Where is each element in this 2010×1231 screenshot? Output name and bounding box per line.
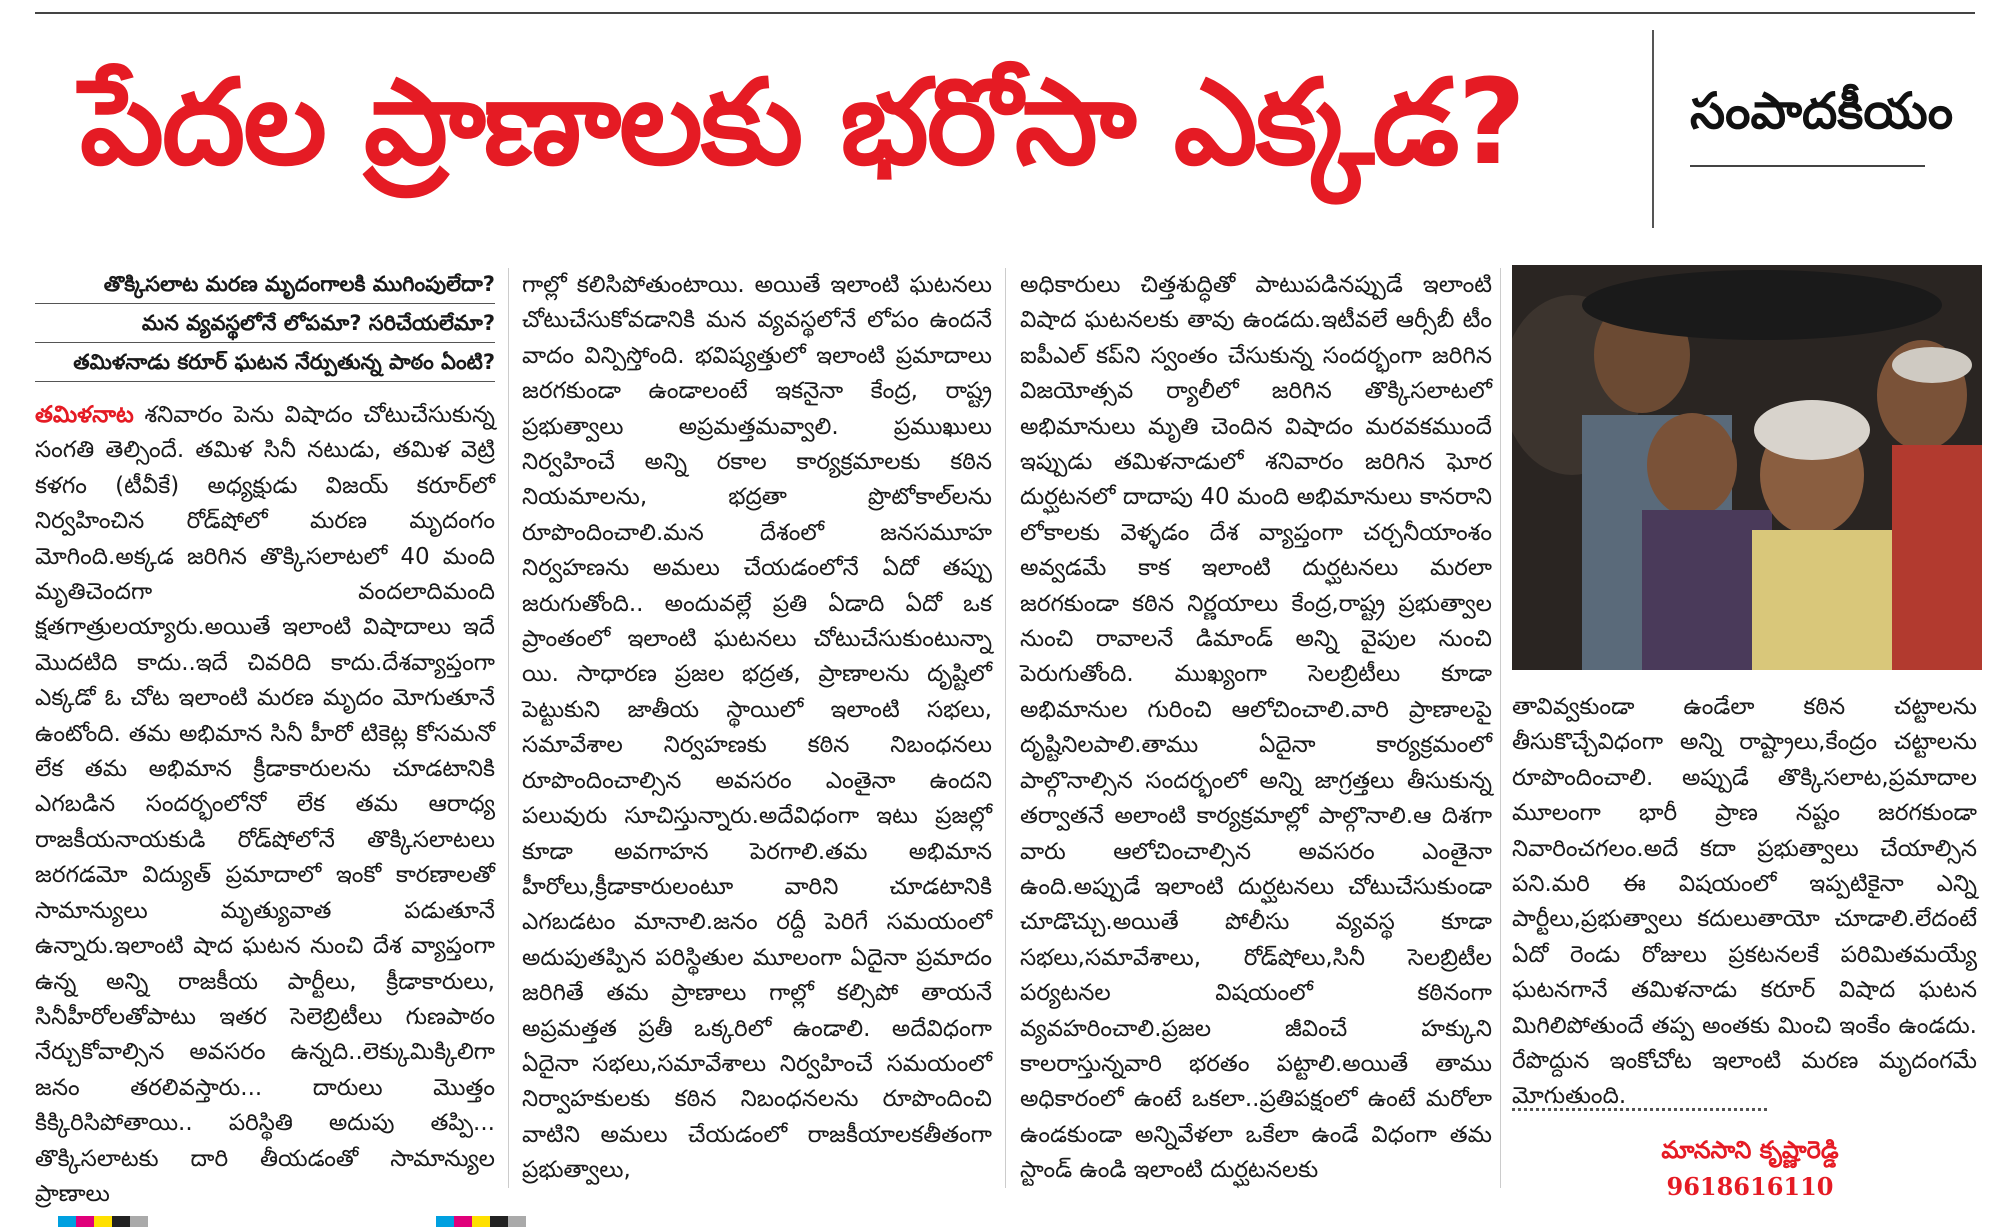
author-phone: 9618616110 [1666,1172,1834,1201]
column-divider [508,268,509,1188]
deck [35,268,495,382]
column-divider [1005,268,1006,1188]
author-name: మానసాని కృష్ణారెడ్డి [1661,1136,1839,1164]
byline-separator [1512,1108,1767,1111]
print-registration-bar [40,1212,1980,1223]
column-3-text: అధికారులు చిత్తశుద్ధితో పాటుపడినప్పుడే ఇలాంటి విషాద ఘటనలకు తావు ఉండదు.ఇటీవలే ఆర్సీబీ టీం ఐపీఎల్ కప్‌ని స్వంతం చేసుకున్న సందర్భంగా జరిగిన విజయోత్సవ ర్యాలీలో జరిగిన తొక్కిసలాటలో అభిమానులు మృతి చెందిన విషాదం మరవకముందే ఇప్పుడు తమిళనాడులో శనివారం జరిగిన ఘోర దుర్ఘటనలో దాదాపు 40 మంది అభిమానులు కానరాని లోకాలకు వెళ్ళడం దేశ వ్యాప్తంగా చర్చనీయాంశం అవ్వడమే కాక ఇలాంటి దుర్ఘటనలు మరలా జరగకుండా కఠిన నిర్ణయాలు కేంద్ర,రాష్ట్ర ప్రభుత్వాల నుంచి రావాలనే డిమాండ్ అన్ని వైపుల నుంచి పెరుగుతోంది. ముఖ్యంగా సెలబ్రిటీలు కూడా అభిమానుల గురించి ఆలోచించాలి.వారి ప్రాణాలపై దృష్టినిలపాలి.తాము ఏదైనా కార్యక్రమంలో పాల్గొనాల్సిన సందర్భంలో అన్ని జాగ్రత్తలు తీసుకున్న తర్వాతనే అలాంటి కార్యక్రమాల్లో పాల్గొనాలి.ఆ దిశగా వారు ఆలోచించాల్సిన అవసరం ఎంతైనా ఉంది.అప్పుడే ఇలాంటి దుర్ఘటనలు చోటుచేసుకుండా చూడొచ్చు.అయితే పోలీసు వ్యవస్థ కూడా సభలు,సమావేశాలు, రోడ్‌షోలు,సినీ సెలబ్రిటీల పర్యటనల విషయంలో కఠినంగా వ్యవహరించాలి.ప్రజల జీవించే హక్కుని కాలరాస్తున్నవారి భరతం పట్టాలి.అయితే తాము అధికారంలో ఉంటే ఒకలా..ప్రతిపక్షంలో ఉంటే మరోలా ఉండకుండా అన్నివేళలా ఒకేలా ఉండే విధంగా తమ స్టాండ్ ఉండి ఇలాంటి దుర్ఘటనలకు [1020,272,1492,1184]
column-2 [522,268,992,1189]
column-1-body: శనివారం పెను విషాదం చోటుచేసుకున్న సంగతి తెల్సిందే. తమిళ సినీ నటుడు, తమిళ వెట్రి కళగం (టీవీకే) అధ్యక్షుడు విజయ్ కరూర్‌లో నిర్వహించిన రోడ్‌షోలో మరణ మృదంగం మోగింది.అక్కడ జరిగిన తొక్కిసలాటలో 40 మంది మృతిచెందగా వందలాదిమంది క్షతగాత్రులయ్యారు.అయితే ఇలాంటి విషాదాలు ఇదే మొదటిది కాదు..ఇదే చివరిది కాదు.దేశవ్యాప్తంగా ఎక్కడో ఓ చోట ఇలాంటి మరణ మృదం మోగుతూనే ఉంటోంది. తమ అభిమాన సినీ హీరో టికెట్ల కోసమనో లేక తమ అభిమాన క్రీడాకారులను చూడటానికి ఎగబడిన సందర్భంలోనో లేక తమ ఆరాధ్య రాజకీయనాయకుడి రోడ్‌షోలోనే తొక్కిసలాటలు జరగడమో విద్యుత్ ప్రమాదాలో ఇంకో కారణాలతో సామాన్యులు మృత్యువాత పడుతూనే ఉన్నారు.ఇలాంటి షాద ఘటన నుంచి దేశ వ్యాప్తంగా ఉన్న అన్ని రాజకీయ పార్టీలు, క్రీడాకారులు, సినీహీరోలతోపాటు ఇతర సెలెబ్రిటీలు గుణపాఠం నేర్చుకోవాల్సిన అవసరం ఉన్నది..లెక్కుమిక్కిలిగా జనం తరలివస్తారు... దారులు మొత్తం కిక్కిరిసిపోతాయి.. పరిస్థితి అదుపు తప్పి... తొక్కిసలాటకు దారి తీయడంతో సామాన్యుల ప్రాణాలు [35,402,495,1207]
column-2-text: గాల్లో కలిసిపోతుంటాయి. అయితే ఇలాంటి ఘటనలు చోటుచేసుకోవడానికి మన వ్యవస్థలోనే లోపం ఉందనే వాదం విన్పిస్తోంది. భవిష్యత్తులో ఇలాంటి ప్రమాదాలు జరగకుండా ఉండాలంటే ఇకనైనా కేంద్ర, రాష్ట్ర ప్రభుత్వాలు అప్రమత్తమవ్వాలి. ప్రముఖులు నిర్వహించే అన్ని రకాల కార్యక్రమాలకు కఠిన నియమాలను, భద్రతా ప్రొటోకాల్‌లను రూపొందించాలి.మన దేశంలో జనసమూహ నిర్వహణను అమలు చేయడంలోనే ఏదో తప్పు జరుగుతోంది.. అందువల్లే ప్రతి ఏడాది ఏదో ఒక ప్రాంతంలో ఇలాంటి ఘటనలు చోటుచేసుకుంటున్నా యి. సాధారణ ప్రజల భద్రత, ప్రాణాలను దృష్టిలో పెట్టుకుని జాతీయ స్థాయిలో ఇలాంటి సభలు, సమావేశాల నిర్వహణకు కఠిన నిబంధనలు రూపొందించాల్సిన అవసరం ఎంతైనా ఉందని పలువురు సూచిస్తున్నారు.అదేవిధంగా ఇటు ప్రజల్లో కూడా అవగాహన పెరగాలి.తమ అభిమాన హీరోలు,క్రీడాకారులంటూ వారిని చూడటానికి ఎగబడటం మానాలి.జనం రద్దీ పెరిగే సమయంలో అదుపుతప్పిన పరిస్థితుల మూలంగా ఏదైనా ప్రమాదం జరిగితే తమ ప్రాణాలు గాల్లో కల్సిపో తాయనే అప్రమత్తత ప్రతీ ఒక్కరిలో ఉండాలి. అదేవిధంగా ఏదైనా సభలు,సమావేశాలు నిర్వహించే సమయంలో నిర్వాహకులకు కఠిన నిబంధనలను రూపొందించి వాటిని అమలు చేయడంలో రాజకీయాలకతీతంగా ప్రభుత్వాలు, [522,272,992,1184]
column-4 [1512,690,1977,1115]
column-1 [35,268,495,1212]
column-4-text: తావివ్వకుండా ఉండేలా కఠిన చట్టాలను తీసుకొచ్చేవిధంగా అన్ని రాష్ట్రాలు,కేంద్రం చట్టాలను రూపొందించాలి. అప్పుడే తొక్కిసలాట,ప్రమాదాల మూలంగా భారీ ప్రాణ నష్టం జరగకుండా నివారించగలం.అదే కదా ప్రభుత్వాలు చేయాల్సిన పని.మరి ఈ విషయంలో ఇప్పటికైనా ఎన్ని పార్టీలు,ప్రభుత్వాలు కదులుతాయో చూడాలి.లేదంటే ఏదో రెండు రోజులు ప్రకటనలకే పరిమితమయ్యే ఘటనగానే తమిళనాడు కరూర్ విషాద ఘటన మిగిలిపోతుందే తప్ప అంతకు మించి ఇంకేం ఉండదు. రేపొద్దున ఇంకోచోట ఇలాంటి మరణ మృదంగమే మోగుతుంది. [1512,694,1977,1110]
header-divider [1652,30,1654,228]
lead-word: తమిళనాట [35,402,134,428]
deck-line-3: తమిళనాడు కరూర్ ఘటన నేర్పుతున్న పాఠం ఏంటి? [35,346,495,382]
column-3 [1020,268,1492,1189]
deck-line-2: మన వ్యవస్థలోనే లోపమా? సరిచేయలేమా? [35,307,495,343]
news-photo [1512,265,1982,670]
deck-line-1: తొక్కిసలాట మరణ మృదంగాలకి ముగింపులేదా? [35,268,495,304]
column-1-text [35,398,495,1212]
column-divider [1500,268,1501,1188]
top-rule [35,12,1975,14]
headline: పేదల ప్రాణాలకు భరోసా ఎక్కడ? [80,53,1524,191]
section-label: సంపాదకీయం [1690,82,1954,140]
section-label-underline [1690,165,1925,167]
grieving-people-photo-icon [1512,265,1982,670]
